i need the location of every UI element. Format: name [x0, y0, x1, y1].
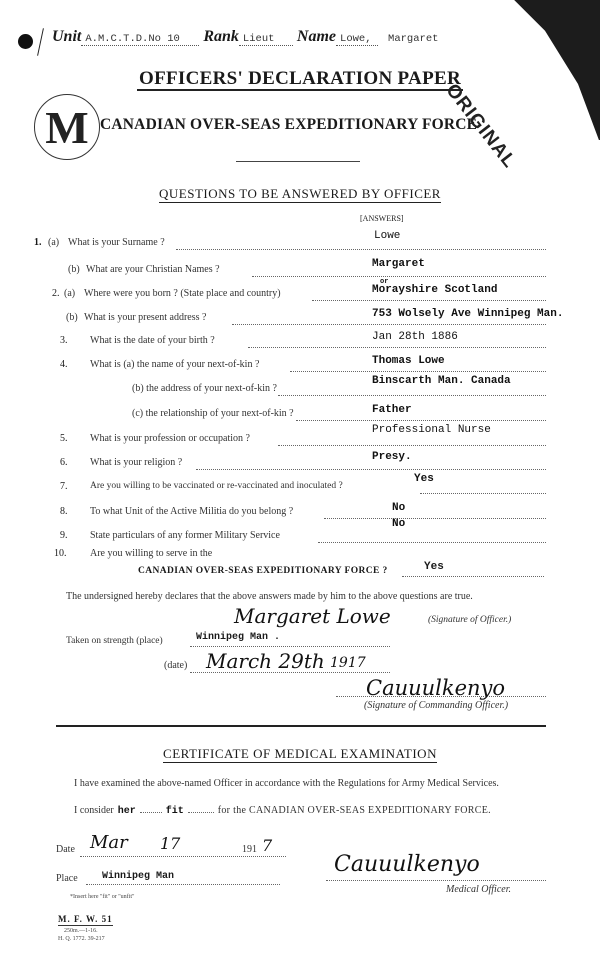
medical-statement: I have examined the above-named Officer in accordance with the Regulations for Army Medical Services.: [74, 778, 499, 789]
answer-value: Lowe: [374, 230, 401, 242]
question-text: What is your profession or occupation ?: [90, 433, 250, 444]
name-label: Name: [296, 28, 337, 45]
medical-date-line: [80, 856, 286, 857]
question-number: 3.: [60, 335, 68, 346]
question-sub: (a): [48, 237, 60, 248]
question-row: [0, 331, 600, 355]
question-number: 1.: [34, 237, 42, 248]
co-signature-line: [336, 696, 546, 697]
medical-fitness-line: [74, 805, 491, 817]
form-code: M. F. W. 51: [58, 914, 113, 924]
fill-line: [188, 805, 214, 813]
page-title: OFFICERS' DECLARATION PAPER: [139, 68, 461, 89]
question-sub: (a): [64, 288, 76, 299]
medical-officer-label: Medical Officer.: [446, 884, 511, 895]
section-divider: [56, 725, 546, 727]
margin-mark: [37, 28, 44, 56]
declaration-text: The undersigned hereby declares that the above answers made by him to the above questions are true.: [66, 591, 473, 602]
answer-value: Father: [372, 404, 412, 416]
form-print-info: 250m.—1-16.: [64, 928, 98, 934]
question-row: [0, 548, 600, 568]
question-text: State particulars of any former Military Service: [90, 530, 280, 541]
answer-line: [176, 249, 546, 250]
medical-place-value: Winnipeg Man: [102, 871, 175, 882]
unit-value: A.M.C.T.D.No 10: [81, 33, 199, 46]
q10-force-line: CANADIAN OVER-SEAS EXPEDITIONARY FORCE ?: [138, 566, 388, 576]
medical-footnote: *Insert here "fit" or "unfit": [70, 894, 135, 900]
taken-on-strength-date: March 29th: [206, 649, 325, 673]
answer-value: Professional Nurse: [372, 424, 491, 436]
question-row: [0, 502, 600, 526]
question-text: What are your Christian Names ?: [86, 264, 220, 275]
answer-value: 753 Wolsely Ave Winnipeg Man.: [372, 308, 564, 320]
punch-hole: [18, 34, 33, 49]
answer-value: No: [392, 518, 406, 530]
question-number: 7.: [60, 481, 68, 492]
question-number: 6.: [60, 457, 68, 468]
question-row: [0, 404, 600, 428]
question-sub: (b): [68, 264, 80, 275]
unit-label: Unit: [52, 28, 82, 45]
medical-section-title: CERTIFICATE OF MEDICAL EXAMINATION: [163, 746, 437, 761]
answer-value: Presy.: [372, 451, 412, 463]
mo-signature-line: [326, 880, 546, 881]
answer-value: Yes: [414, 473, 434, 485]
medical-officer-signature: Cauuulkenyo: [334, 852, 480, 877]
commanding-officer-signature: Cauuulkenyo: [366, 676, 506, 700]
question-text: (b) the address of your next-of-kin ?: [132, 383, 277, 394]
surname-value: Lowe,: [336, 33, 378, 46]
officer-signature: Margaret Lowe: [234, 604, 391, 628]
consider-label: I consider: [74, 805, 114, 816]
answer-value: Binscarth Man. Canada: [372, 375, 511, 387]
consider-pronoun: her: [117, 806, 136, 817]
medical-place-label: Place: [56, 873, 78, 884]
question-text: Are you willing to be vaccinated or re-vaccinated and inoculated ?: [90, 481, 343, 491]
m-stamp: M: [34, 94, 100, 160]
rank-label: Rank: [203, 28, 239, 45]
medical-place-line: [86, 884, 280, 885]
answer-line: [296, 420, 546, 421]
question-text: What is the date of your birth ?: [90, 335, 215, 346]
medical-date-year-prefix: 191: [242, 844, 257, 855]
divider-short: [236, 161, 360, 162]
question-text: Where were you born ? (State place and country): [84, 288, 281, 299]
taken-on-strength-label: Taken on strength (place): [66, 636, 163, 646]
q10-answer-line: [402, 576, 544, 577]
given-name-value: Margaret: [388, 33, 439, 45]
question-row: [0, 424, 600, 453]
consider-status: fit: [165, 806, 184, 817]
question-sub: (b): [66, 312, 78, 323]
date-line: [190, 672, 390, 673]
question-number: 8.: [60, 506, 68, 517]
medical-date-label: Date: [56, 844, 75, 855]
taken-on-strength-year: 1917: [330, 655, 366, 671]
question-text: (c) the relationship of your next-of-kin ?: [132, 408, 294, 419]
question-row: [0, 230, 600, 257]
answer-line: [278, 445, 546, 446]
medical-date-month: Mar: [90, 832, 128, 853]
question-row: [0, 258, 600, 284]
question-number: 9.: [60, 530, 68, 541]
question-text: What is your religion ?: [90, 457, 183, 468]
medical-date-day: 17: [160, 834, 181, 853]
answer-line: [324, 518, 546, 519]
answer-line: [232, 324, 546, 325]
answer-value: Morayshire Scotland: [372, 284, 498, 296]
date-label: (date): [164, 660, 188, 671]
question-number: 4.: [60, 359, 68, 370]
question-number: 5.: [60, 433, 68, 444]
fill-line: [140, 805, 162, 813]
question-text: What is your Surname ?: [68, 237, 165, 248]
question-row: [0, 451, 600, 477]
answer-line: [318, 542, 546, 543]
answer-line: [196, 469, 546, 470]
answer-value: Thomas Lowe: [372, 355, 445, 367]
medical-date-year-suffix: 7: [262, 836, 273, 855]
header-row: [52, 28, 442, 46]
question-row: [0, 308, 600, 332]
answer-note: or: [380, 278, 389, 286]
question-text: What is your present address ?: [84, 312, 207, 323]
taken-on-strength-place: Winnipeg Man .: [196, 632, 281, 643]
answer-value: Jan 28th 1886: [372, 331, 458, 343]
question-text: Are you willing to serve in the: [90, 548, 213, 559]
original-stamp: ORIGINAL: [441, 80, 521, 173]
consider-suffix: for the CANADIAN OVER-SEAS EXPEDITIONARY FORCE.: [217, 805, 491, 816]
question-number: 2.: [52, 288, 60, 299]
answer-line: [290, 371, 546, 372]
answer-line: [312, 300, 546, 301]
question-row: [0, 278, 600, 308]
q10-answer: Yes: [424, 561, 444, 573]
answer-line: [278, 395, 546, 396]
rank-value: Lieut: [239, 33, 293, 46]
answer-value: No: [392, 502, 406, 514]
place-line: [190, 646, 390, 647]
question-row: [0, 375, 600, 403]
officer-signature-label: (Signature of Officer.): [428, 615, 512, 625]
question-text: What is (a) the name of your next-of-kin ?: [90, 359, 260, 370]
question-row: [0, 518, 600, 550]
answer-line: [420, 493, 546, 494]
answer-line: [252, 276, 546, 277]
questions-section-title: QUESTIONS TO BE ANSWERED BY OFFICER: [159, 186, 441, 201]
answer-value: Margaret: [372, 258, 425, 270]
question-text: To what Unit of the Active Militia do you belong ?: [90, 506, 294, 517]
co-signature-label: (Signature of Commanding Officer.): [364, 700, 509, 711]
page-subtitle: CANADIAN OVER-SEAS EXPEDITIONARY FORCE: [100, 116, 478, 133]
answers-header: [ANSWERS]: [360, 214, 404, 223]
form-hq-ref: H. Q. 1772. 39-217: [58, 936, 105, 942]
answer-line: [248, 347, 546, 348]
question-row: [0, 473, 600, 501]
question-number: 10.: [54, 548, 67, 559]
